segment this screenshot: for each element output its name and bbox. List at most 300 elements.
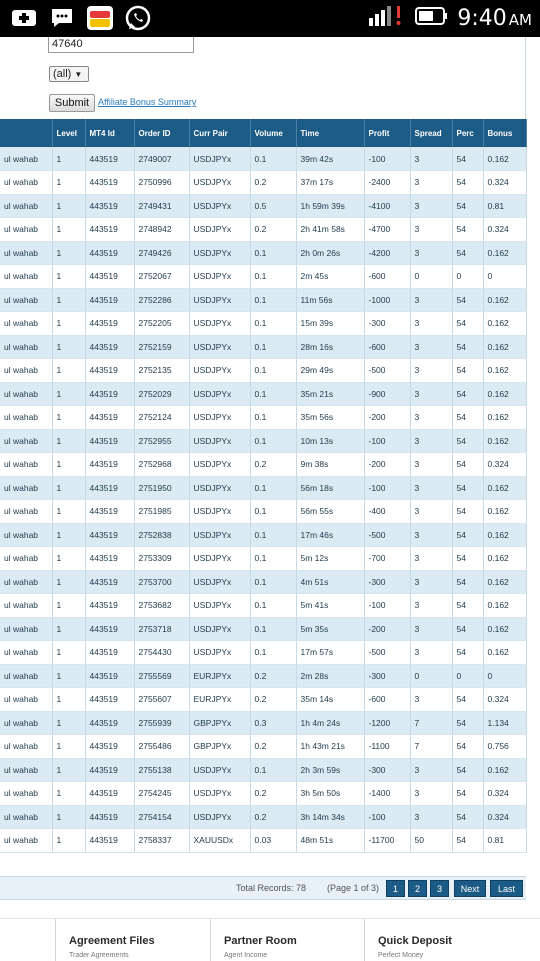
page-1-button[interactable]: 1 [386, 880, 405, 897]
table-cell: 0.162 [483, 758, 526, 782]
table-cell: GBPJPYx [189, 711, 250, 735]
table-cell: ul wahab [0, 406, 52, 430]
submit-button[interactable]: Submit [49, 94, 95, 112]
table-row [0, 147, 526, 171]
table-cell: 0.324 [483, 805, 526, 829]
table-cell: 54 [452, 429, 483, 453]
table-row [0, 664, 526, 688]
table-cell: 0 [483, 265, 526, 289]
table-cell: 2h 41m 58s [296, 218, 364, 242]
table-cell: USDJPYx [189, 594, 250, 618]
table-cell: 5m 35s [296, 617, 364, 641]
table-cell: 2755138 [134, 758, 189, 782]
table-cell: 0.162 [483, 476, 526, 500]
footer-agent-income-link[interactable]: Agent Income [224, 952, 268, 959]
table-cell: 0.2 [250, 171, 296, 195]
table-cell: 28m 16s [296, 335, 364, 359]
table-row [0, 429, 526, 453]
table-row [0, 171, 526, 195]
table-cell: 1 [52, 453, 85, 477]
table-cell: USDJPYx [189, 523, 250, 547]
table-cell: 2752838 [134, 523, 189, 547]
table-cell: 48m 51s [296, 829, 364, 853]
table-cell: 54 [452, 288, 483, 312]
table-cell: 3 [410, 147, 452, 171]
table-cell: 3 [410, 335, 452, 359]
column-header[interactable]: Curr Pair [189, 119, 250, 147]
table-cell: 3 [410, 500, 452, 524]
table-cell: 443519 [85, 641, 134, 665]
table-cell: 0.324 [483, 171, 526, 195]
table-cell: 1 [52, 171, 85, 195]
table-cell: 0.324 [483, 453, 526, 477]
table-cell: 39m 42s [296, 147, 364, 171]
table-cell: GBPJPYx [189, 735, 250, 759]
table-cell: 1 [52, 406, 85, 430]
table-cell: ul wahab [0, 805, 52, 829]
table-cell: 0.162 [483, 570, 526, 594]
table-row [0, 312, 526, 336]
table-cell: 2755486 [134, 735, 189, 759]
table-cell: ul wahab [0, 147, 52, 171]
table-cell: 0.1 [250, 523, 296, 547]
table-cell: 1 [52, 782, 85, 806]
table-cell: 54 [452, 382, 483, 406]
table-cell: 1h 43m 21s [296, 735, 364, 759]
table-cell: 443519 [85, 241, 134, 265]
table-cell: USDJPYx [189, 171, 250, 195]
table-cell: ul wahab [0, 782, 52, 806]
table-cell: 0.1 [250, 500, 296, 524]
footer-agreement-files [55, 919, 205, 961]
table-cell: 443519 [85, 758, 134, 782]
table-cell: 0 [452, 664, 483, 688]
table-cell: 1 [52, 711, 85, 735]
table-cell: 0.1 [250, 476, 296, 500]
footer-trader-agreements-link[interactable]: Trader Agreements [69, 952, 129, 959]
footer-agreement-files-title[interactable]: Agreement Files [69, 935, 155, 947]
table-cell: ul wahab [0, 758, 52, 782]
table-cell: USDJPYx [189, 194, 250, 218]
table-cell: USDJPYx [189, 617, 250, 641]
table-cell: 2754245 [134, 782, 189, 806]
table-cell: 0.2 [250, 453, 296, 477]
table-cell: 1 [52, 829, 85, 853]
table-cell: 2752124 [134, 406, 189, 430]
table-cell: -100 [364, 476, 410, 500]
table-cell: 3 [410, 406, 452, 430]
table-cell: 443519 [85, 429, 134, 453]
table-cell: ul wahab [0, 241, 52, 265]
table-cell: 443519 [85, 382, 134, 406]
table-cell: 0.1 [250, 312, 296, 336]
table-cell: 3 [410, 523, 452, 547]
table-cell: ul wahab [0, 688, 52, 712]
table-row [0, 194, 526, 218]
table-cell: 50 [410, 829, 452, 853]
table-cell: 56m 18s [296, 476, 364, 500]
table-cell: 1 [52, 594, 85, 618]
table-cell: 1 [52, 523, 85, 547]
table-row [0, 711, 526, 735]
next-page-button[interactable]: Next [454, 880, 486, 897]
table-cell: 443519 [85, 194, 134, 218]
table-cell: ul wahab [0, 288, 52, 312]
table-cell: USDJPYx [189, 782, 250, 806]
table-cell: 17m 46s [296, 523, 364, 547]
table-cell: 0.1 [250, 641, 296, 665]
table-cell: 1 [52, 335, 85, 359]
table-cell: 54 [452, 758, 483, 782]
table-cell: 0 [410, 664, 452, 688]
table-cell: ul wahab [0, 218, 52, 242]
table-cell: 0.03 [250, 829, 296, 853]
table-cell: USDJPYx [189, 382, 250, 406]
table-cell: -700 [364, 547, 410, 571]
table-cell: ul wahab [0, 265, 52, 289]
total-records: Total Records: 78 [236, 883, 307, 893]
table-cell: USDJPYx [189, 641, 250, 665]
table-cell: 5m 41s [296, 594, 364, 618]
table-cell: 443519 [85, 476, 134, 500]
table-cell: 54 [452, 453, 483, 477]
table-cell: USDJPYx [189, 758, 250, 782]
table-cell: 0 [483, 664, 526, 688]
table-cell: 2748942 [134, 218, 189, 242]
whatsapp-icon [124, 6, 152, 30]
table-cell: ul wahab [0, 335, 52, 359]
table-cell: 1 [52, 218, 85, 242]
table-row [0, 735, 526, 759]
table-cell: -100 [364, 429, 410, 453]
table-cell: 35m 21s [296, 382, 364, 406]
table-cell: 2752135 [134, 359, 189, 383]
table-cell: 0.81 [483, 829, 526, 853]
table-cell: -1100 [364, 735, 410, 759]
table-cell: 0.162 [483, 241, 526, 265]
notification-icons [10, 6, 152, 30]
table-cell: -4100 [364, 194, 410, 218]
table-cell: -600 [364, 335, 410, 359]
table-cell: 3 [410, 617, 452, 641]
table-cell: 443519 [85, 782, 134, 806]
table-cell: -600 [364, 688, 410, 712]
table-row [0, 829, 526, 853]
last-page-button[interactable]: Last [490, 880, 523, 897]
table-cell: 3 [410, 594, 452, 618]
table-cell: 1 [52, 194, 85, 218]
table-cell: 1 [52, 735, 85, 759]
column-header[interactable]: Perc [452, 119, 483, 147]
table-cell: 3 [410, 382, 452, 406]
table-cell: 15m 39s [296, 312, 364, 336]
table-cell: 17m 57s [296, 641, 364, 665]
table-cell: 1 [52, 547, 85, 571]
table-cell: 2752159 [134, 335, 189, 359]
table-cell: 0.1 [250, 547, 296, 571]
column-header[interactable]: Spread [410, 119, 452, 147]
table-cell: 2752286 [134, 288, 189, 312]
table-row [0, 382, 526, 406]
table-cell: 443519 [85, 688, 134, 712]
table-cell: 1 [52, 241, 85, 265]
table-cell: 0.1 [250, 429, 296, 453]
table-cell: -200 [364, 453, 410, 477]
table-cell: 0.324 [483, 688, 526, 712]
table-cell: 2755569 [134, 664, 189, 688]
table-cell: XAUUSDx [189, 829, 250, 853]
table-cell: 3 [410, 641, 452, 665]
table-cell: 2m 28s [296, 664, 364, 688]
footer [0, 918, 540, 960]
table-cell: 54 [452, 617, 483, 641]
table-cell: -400 [364, 500, 410, 524]
table-cell: 0.162 [483, 147, 526, 171]
table-cell: 54 [452, 688, 483, 712]
page-2-button[interactable]: 2 [408, 880, 427, 897]
table-cell: 0.162 [483, 312, 526, 336]
table-cell: 443519 [85, 805, 134, 829]
table-cell: ul wahab [0, 476, 52, 500]
table-cell: 54 [452, 523, 483, 547]
table-cell: 443519 [85, 500, 134, 524]
table-cell: ul wahab [0, 429, 52, 453]
table-cell: USDJPYx [189, 359, 250, 383]
table-cell: 443519 [85, 147, 134, 171]
table-cell: -500 [364, 641, 410, 665]
column-header[interactable]: Bonus [483, 119, 526, 147]
table-cell: USDJPYx [189, 265, 250, 289]
filter-form [0, 37, 526, 119]
table-cell: 54 [452, 782, 483, 806]
table-cell: 35m 56s [296, 406, 364, 430]
table-cell: 443519 [85, 547, 134, 571]
table-cell: 443519 [85, 617, 134, 641]
table-cell: 3 [410, 805, 452, 829]
table-cell: 0.162 [483, 500, 526, 524]
table-row [0, 453, 526, 477]
table-cell: 0.1 [250, 406, 296, 430]
table-cell: -300 [364, 664, 410, 688]
table-cell: 29m 49s [296, 359, 364, 383]
shop-app-icon [86, 6, 114, 30]
table-cell: 11m 56s [296, 288, 364, 312]
table-cell: 443519 [85, 359, 134, 383]
table-cell: 54 [452, 476, 483, 500]
table-cell: 1 [52, 429, 85, 453]
table-cell: ul wahab [0, 171, 52, 195]
table-cell: -1400 [364, 782, 410, 806]
table-cell: 54 [452, 641, 483, 665]
table-cell: 1 [52, 312, 85, 336]
table-cell: 0.2 [250, 735, 296, 759]
table-cell: 0.2 [250, 688, 296, 712]
table-cell: ul wahab [0, 500, 52, 524]
table-row [0, 758, 526, 782]
table-cell: 0.1 [250, 288, 296, 312]
table-cell: 3 [410, 194, 452, 218]
table-cell: 2753718 [134, 617, 189, 641]
column-header[interactable]: Profit [364, 119, 410, 147]
table-cell: 54 [452, 547, 483, 571]
footer-partner-room [210, 919, 360, 961]
table-cell: 3 [410, 570, 452, 594]
table-cell: USDJPYx [189, 453, 250, 477]
table-cell: USDJPYx [189, 547, 250, 571]
column-header[interactable]: Volume [250, 119, 296, 147]
table-cell: 0.324 [483, 218, 526, 242]
table-cell: -200 [364, 617, 410, 641]
table-row [0, 547, 526, 571]
table-cell: 443519 [85, 594, 134, 618]
table-cell: 4m 51s [296, 570, 364, 594]
footer-partner-room-title[interactable]: Partner Room [224, 935, 297, 947]
table-cell: USDJPYx [189, 500, 250, 524]
table-cell: 3 [410, 288, 452, 312]
table-cell: 0 [410, 265, 452, 289]
table-cell: 1 [52, 382, 85, 406]
footer-quick-deposit [364, 919, 534, 961]
table-cell: 0.1 [250, 617, 296, 641]
table-cell: 0.3 [250, 711, 296, 735]
account-id-input[interactable]: 47640 [48, 37, 194, 53]
table-cell: 2751985 [134, 500, 189, 524]
table-cell: 0.1 [250, 147, 296, 171]
table-cell: 443519 [85, 406, 134, 430]
table-cell: -1000 [364, 288, 410, 312]
table-cell: -100 [364, 147, 410, 171]
page-indicator: (Page 1 of 3) [327, 883, 380, 893]
table-cell: 443519 [85, 570, 134, 594]
table-row [0, 594, 526, 618]
table-row [0, 641, 526, 665]
table-cell: 443519 [85, 523, 134, 547]
table-cell: ul wahab [0, 641, 52, 665]
table-row [0, 805, 526, 829]
table-cell: 2752029 [134, 382, 189, 406]
table-cell: 2749426 [134, 241, 189, 265]
column-header[interactable]: MT4 Id [85, 119, 134, 147]
status-bar [0, 0, 540, 37]
table-cell: 1h 59m 39s [296, 194, 364, 218]
affiliate-bonus-summary-link[interactable]: Affiliate Bonus Summary [98, 97, 197, 107]
table-cell: ul wahab [0, 664, 52, 688]
table-cell: 2754430 [134, 641, 189, 665]
table-row [0, 265, 526, 289]
table-cell: 56m 55s [296, 500, 364, 524]
table-cell: USDJPYx [189, 241, 250, 265]
table-cell: USDJPYx [189, 218, 250, 242]
table-cell: ul wahab [0, 382, 52, 406]
table-cell: 2752205 [134, 312, 189, 336]
table-row [0, 241, 526, 265]
table-cell: 0.81 [483, 194, 526, 218]
table-cell: -11700 [364, 829, 410, 853]
page-3-button[interactable]: 3 [430, 880, 449, 897]
footer-quick-deposit-title[interactable]: Quick Deposit [378, 935, 452, 947]
table-cell: ul wahab [0, 547, 52, 571]
table-cell: 54 [452, 171, 483, 195]
table-cell: 0.1 [250, 570, 296, 594]
table-cell: 54 [452, 194, 483, 218]
table-cell: 3h 14m 34s [296, 805, 364, 829]
column-header[interactable]: Order ID [134, 119, 189, 147]
battery-icon [415, 6, 449, 31]
table-cell: ul wahab [0, 617, 52, 641]
table-cell: 2758337 [134, 829, 189, 853]
table-cell: 3 [410, 171, 452, 195]
table-cell: 2751950 [134, 476, 189, 500]
column-header[interactable]: Level [52, 119, 85, 147]
table-cell: USDJPYx [189, 312, 250, 336]
table-cell: USDJPYx [189, 406, 250, 430]
table-cell: 1 [52, 688, 85, 712]
table-cell: 3 [410, 241, 452, 265]
column-header[interactable]: Time [296, 119, 364, 147]
table-cell: USDJPYx [189, 147, 250, 171]
table-cell: USDJPYx [189, 570, 250, 594]
table-row [0, 782, 526, 806]
table-cell: 0.162 [483, 288, 526, 312]
table-cell: 1 [52, 359, 85, 383]
table-cell: -100 [364, 594, 410, 618]
table-cell: 54 [452, 406, 483, 430]
table-cell: ul wahab [0, 453, 52, 477]
table-cell: 443519 [85, 218, 134, 242]
table-cell: 443519 [85, 312, 134, 336]
table-cell: EURJPYx [189, 688, 250, 712]
table-cell: 2750996 [134, 171, 189, 195]
table-cell: 443519 [85, 711, 134, 735]
table-cell: 0.162 [483, 547, 526, 571]
table-cell: 54 [452, 335, 483, 359]
table-cell: 54 [452, 500, 483, 524]
table-cell: 3 [410, 547, 452, 571]
table-cell: 2749007 [134, 147, 189, 171]
table-cell: 443519 [85, 829, 134, 853]
table-cell: 3 [410, 758, 452, 782]
table-cell: 54 [452, 312, 483, 336]
table-cell: 3 [410, 453, 452, 477]
table-cell: ul wahab [0, 594, 52, 618]
table-cell: ul wahab [0, 194, 52, 218]
table-cell: -600 [364, 265, 410, 289]
table-row [0, 218, 526, 242]
table-cell: 443519 [85, 335, 134, 359]
table-cell: 2h 3m 59s [296, 758, 364, 782]
table-cell: 0.1 [250, 335, 296, 359]
table-cell: 0.162 [483, 641, 526, 665]
table-cell: -4200 [364, 241, 410, 265]
table-cell: 0.1 [250, 758, 296, 782]
table-cell: -300 [364, 312, 410, 336]
table-cell: 1 [52, 641, 85, 665]
table-cell: 3 [410, 218, 452, 242]
table-body [0, 147, 526, 852]
table-cell: 54 [452, 829, 483, 853]
table-cell: 0.2 [250, 782, 296, 806]
table-cell: USDJPYx [189, 429, 250, 453]
table-cell: 54 [452, 711, 483, 735]
table-row [0, 359, 526, 383]
table-row [0, 617, 526, 641]
level-select[interactable] [49, 66, 89, 82]
table-row [0, 288, 526, 312]
table-row [0, 476, 526, 500]
footer-perfect-money-link[interactable]: Perfect Money [378, 952, 424, 959]
table-cell: 3 [410, 312, 452, 336]
table-cell: 2754154 [134, 805, 189, 829]
